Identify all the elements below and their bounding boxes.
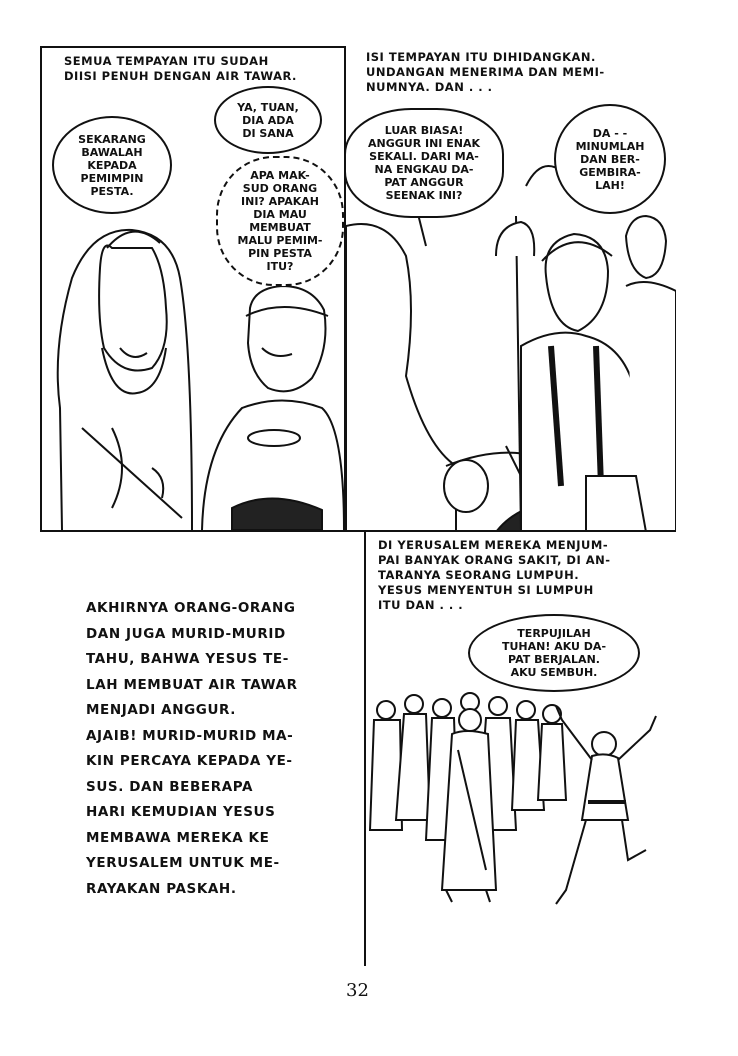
servant-thought-bubble: APA MAK- SUD ORANG INI? APAKAH DIA MAU MEMBUAT MALU PEMIM- PIN PESTA ITU? bbox=[216, 156, 344, 286]
host-speech-bubble: LUAR BIASA! ANGGUR INI ENAK SEKALI. DARI MA- NA ENGKAU DA- PAT ANGGUR SEENAK INI? bbox=[346, 108, 504, 218]
narration-text: AKHIRNYA ORANG-ORANG DAN JUGA MURID-MURID TAHU, BAHWA YESUS TE- LAH MEMBUAT AIR TAWAR MENJADI ANGGUR. AJAIB! MURID-MURID MA- KIN PERCAYA KEPADA YE- SUS. DAN BEBERAPA HARI KEMUDIAN YESUS MEMBAWA MEREKA KE YERUSALEM UNTUK ME- RAYAKAN PASKAH. bbox=[86, 600, 298, 897]
servant-figure bbox=[202, 286, 344, 530]
servant-speech-bubble: YA, TUAN, DIA ADA DI SANA bbox=[214, 86, 322, 154]
comic-panel-2 bbox=[346, 46, 676, 532]
panel-2-caption: ISI TEMPAYAN ITU DIHIDANGKAN. UNDANGAN MENERIMA DAN MEMI- NUMNYA. DAN . . . bbox=[366, 50, 605, 94]
panel-3-caption: DI YERUSALEM MEREKA MENJUM- PAI BANYAK ORANG SAKIT, DI AN- TARANYA SEORANG LUMPUH. YESUS MENYENTUH SI LUMPUH ITU DAN . . . bbox=[378, 538, 611, 612]
page-number: 32 bbox=[346, 980, 369, 1001]
comic-panel-1 bbox=[40, 46, 346, 532]
jesus-figure bbox=[58, 230, 192, 530]
healed-man-figure bbox=[556, 706, 656, 904]
panel-3-illustration bbox=[366, 690, 666, 930]
jesus-speech-bubble: SEKARANG BAWALAH KEPADA PEMIMPIN PESTA. bbox=[52, 116, 172, 214]
panel-1-caption: SEMUA TEMPAYAN ITU SUDAH DIISI PENUH DENGAN AIR TAWAR. bbox=[64, 54, 297, 83]
healed-man-speech-bubble: TERPUJILAH TUHAN! AKU DA- PAT BERJALAN. AKU SEMBUH. bbox=[468, 614, 640, 692]
guest-speech-bubble: DA - - MINUMLAH DAN BER- GEMBIRA- LAH! bbox=[554, 104, 666, 214]
